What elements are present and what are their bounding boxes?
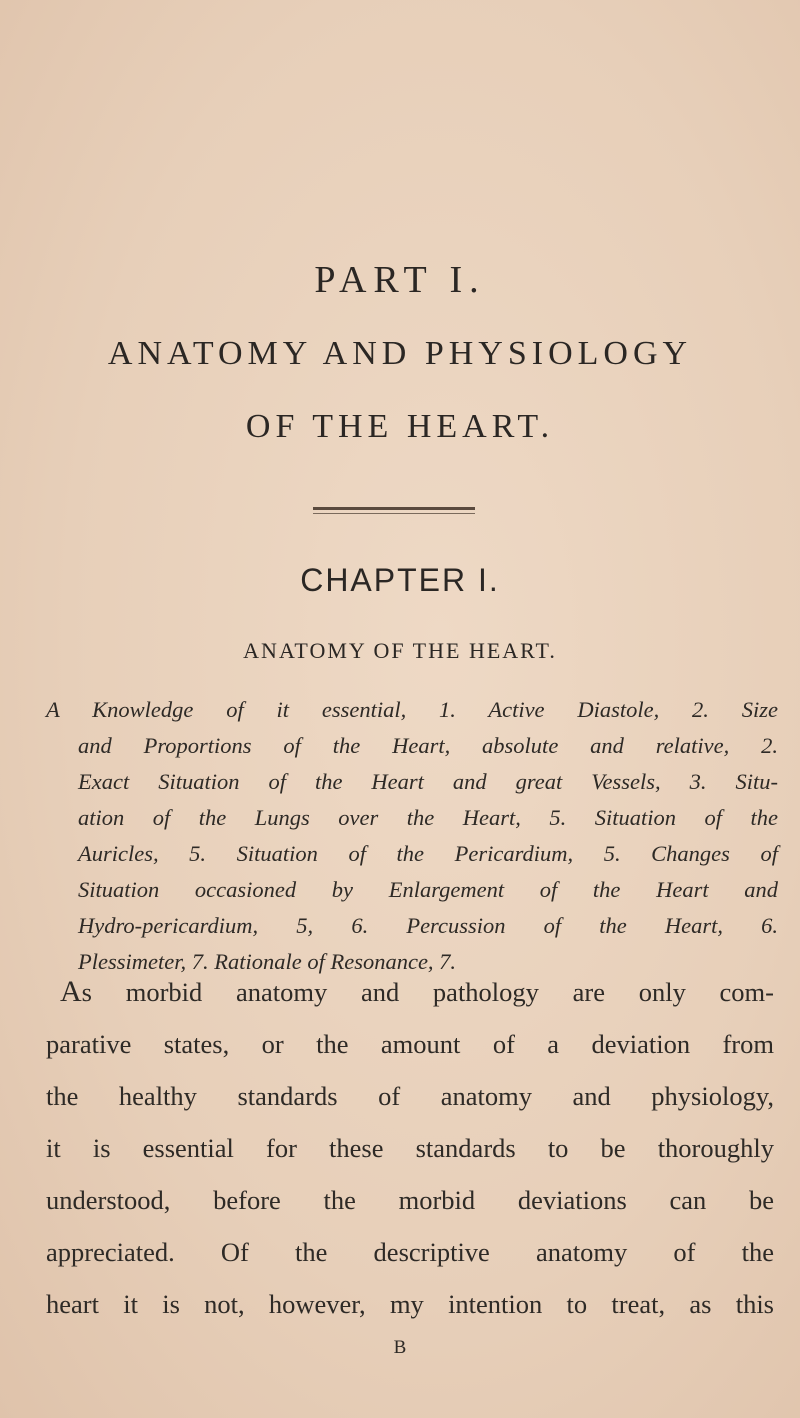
chapter-subtitle: ANATOMY OF THE HEART. <box>243 638 557 663</box>
body-line: understood, before the morbid deviations can be <box>46 1185 774 1215</box>
body-line-first-text: s morbid anatomy and pathology are only com- <box>81 977 774 1007</box>
chapter-title: CHAPTER I. <box>300 562 500 598</box>
body-line: the healthy standards of anatomy and physiology, <box>46 1081 774 1111</box>
main-title-line-1: ANATOMY AND PHYSIOLOGY <box>107 335 693 372</box>
body-paragraph <box>46 966 774 1330</box>
main-title-line-2: OF THE HEART. <box>245 408 555 445</box>
body-line: appreciated. Of the descriptive anatomy of the <box>46 1237 774 1267</box>
rule-thick-line <box>313 507 475 510</box>
drop-cap: A <box>60 975 82 1008</box>
body-line-first <box>46 966 774 1018</box>
summary-line: A Knowledge of it essential, 1. Active Diastole, 2. Size <box>46 697 778 722</box>
body-line: parative states, or the amount of a deviation from <box>46 1029 774 1059</box>
summary-line: ation of the Lungs over the Heart, 5. Situation of the <box>78 805 778 830</box>
summary-line: and Proportions of the Heart, absolute and relative, 2. <box>78 733 778 758</box>
summary-line: Hydro-pericardium, 5, 6. Percussion of the Heart, 6. <box>78 913 778 938</box>
part-title: PART I. <box>314 259 486 301</box>
chapter-summary <box>46 692 778 980</box>
summary-line: Situation occasioned by Enlargement of the Heart and <box>78 877 778 902</box>
body-line: heart it is not, however, my intention to treat, as this <box>46 1289 774 1319</box>
summary-line: Exact Situation of the Heart and great Vessels, 3. Situ- <box>78 769 778 794</box>
signature-mark: B <box>393 1337 407 1358</box>
summary-line: Auricles, 5. Situation of the Pericardium, 5. Changes of <box>78 841 778 866</box>
rule-thin-line <box>313 513 475 514</box>
body-line: it is essential for these standards to be thoroughly <box>46 1133 774 1163</box>
summary-line: Plessimeter, 7. Rationale of Resonance, 7. <box>78 949 457 974</box>
